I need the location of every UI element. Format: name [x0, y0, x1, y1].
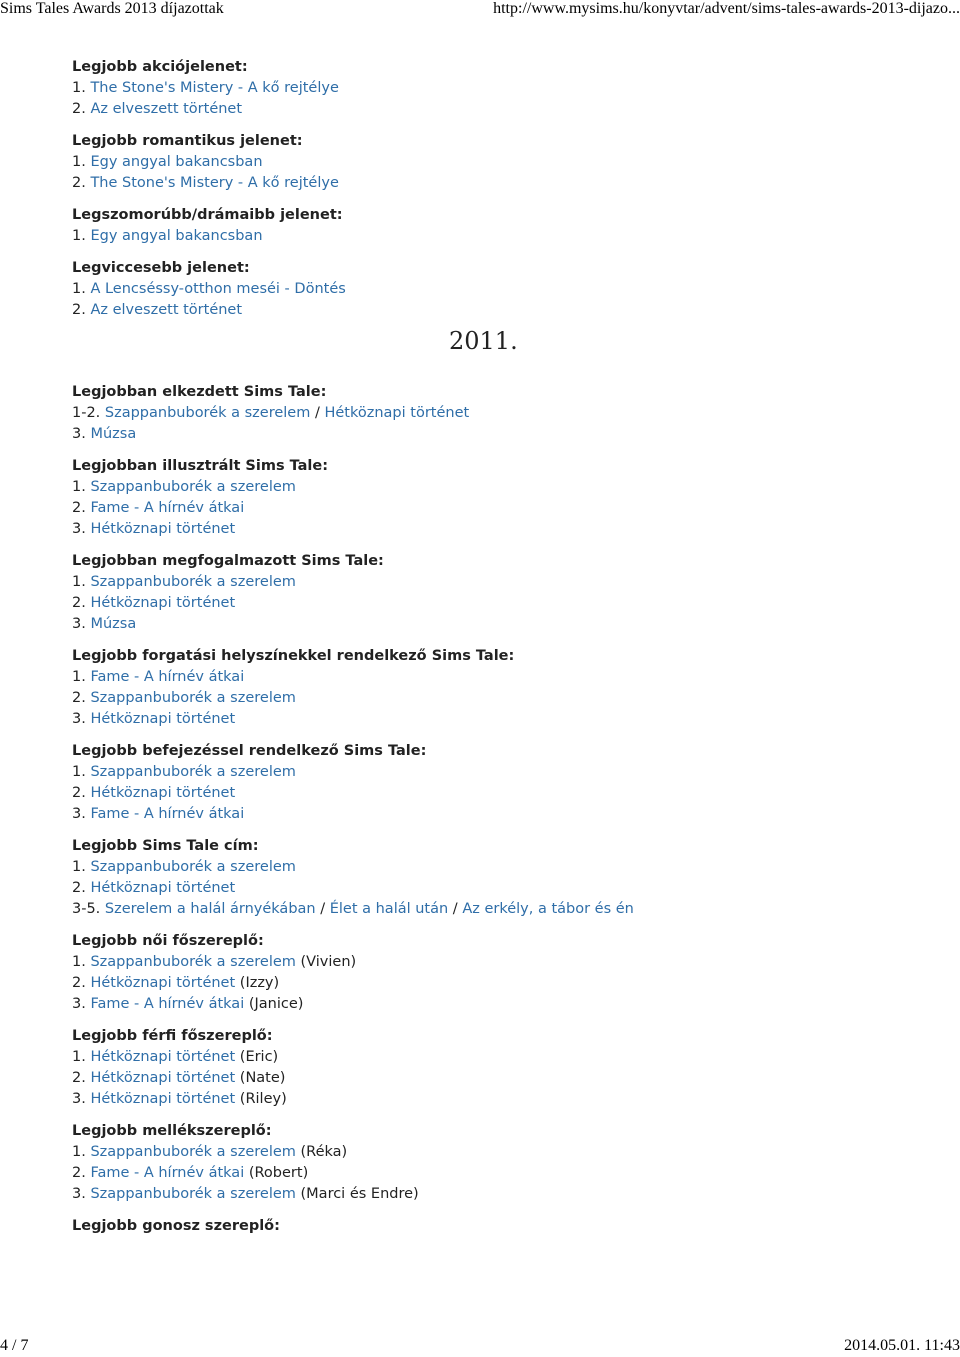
award-row [72, 783, 942, 804]
rank-label: 1. [72, 281, 91, 297]
award-heading: Legjobb gonosz szereplő: [72, 1218, 280, 1234]
rank-label: 1. [72, 954, 91, 970]
rank-label: 1. [72, 764, 91, 780]
award-row [72, 99, 942, 120]
award-section [72, 645, 942, 730]
award-heading: Legjobban illusztrált Sims Tale: [72, 458, 329, 474]
rank-label: 1. [72, 669, 91, 685]
rank-label: 2. [72, 302, 91, 318]
story-link[interactable]: Fame - A hírnév átkai [90, 1165, 245, 1181]
rank-label: 1. [72, 80, 91, 96]
story-link[interactable]: Fame - A hírnév átkai [90, 806, 245, 822]
award-row [72, 688, 942, 709]
story-link[interactable]: Hétköznapi történet [90, 975, 236, 991]
year-gap [72, 321, 942, 381]
award-section [72, 1025, 942, 1110]
award-row [72, 279, 942, 300]
rank-label: 2. [72, 1070, 91, 1086]
story-link[interactable]: Hétköznapi történet [90, 880, 236, 896]
rank-label: 2. [72, 785, 91, 801]
story-link[interactable]: Szappanbuborék a szerelem [104, 405, 311, 421]
award-section [72, 130, 942, 194]
story-link[interactable]: Az erkély, a tábor és én [462, 901, 634, 917]
rank-label: 3-5. [72, 901, 105, 917]
story-link[interactable]: Hétköznapi történet [90, 595, 236, 611]
award-section [72, 455, 942, 540]
award-row [72, 614, 942, 635]
award-heading: Legjobb mellékszereplő: [72, 1123, 272, 1139]
story-link[interactable]: A Lencséssy-otthon meséi - Döntés [90, 281, 346, 297]
character-name: (Riley) [235, 1091, 287, 1107]
story-link[interactable]: Hétköznapi történet [90, 1049, 236, 1065]
page-title: Sims Tales Awards 2013 díjazottak [0, 0, 224, 17]
character-name: (Réka) [295, 1144, 348, 1160]
award-row [72, 173, 942, 194]
award-row [72, 152, 942, 173]
story-link[interactable]: Szappanbuborék a szerelem [90, 954, 296, 970]
award-heading: Legjobb Sims Tale cím: [72, 838, 259, 854]
rank-label: 3. [72, 996, 91, 1012]
rank-label: 2. [72, 880, 91, 896]
story-link[interactable]: Szappanbuborék a szerelem [90, 690, 296, 706]
story-link[interactable]: Hétköznapi történet [90, 711, 236, 727]
award-row [72, 899, 942, 920]
story-link[interactable]: Az elveszett történet [90, 302, 243, 318]
character-name: (Izzy) [235, 975, 280, 991]
story-link[interactable]: Múzsa [90, 426, 137, 442]
rank-label: 1. [72, 228, 91, 244]
year-marker: 2011. [449, 327, 518, 355]
story-link[interactable]: Hétköznapi történet [90, 785, 236, 801]
rank-label: 3. [72, 426, 91, 442]
award-row [72, 1142, 942, 1163]
rank-label: 2. [72, 1165, 91, 1181]
award-row [72, 952, 942, 973]
story-link[interactable]: Szappanbuborék a szerelem [90, 764, 296, 780]
award-heading: Legjobb női főszereplő: [72, 933, 264, 949]
story-link[interactable]: Hétköznapi történet [324, 405, 470, 421]
story-link[interactable]: Egy angyal bakancsban [90, 154, 263, 170]
award-section [72, 835, 942, 920]
story-link[interactable]: Élet a halál után [329, 901, 449, 917]
rank-label: 1. [72, 859, 91, 875]
award-row [72, 424, 942, 445]
story-link[interactable]: Fame - A hírnév átkai [90, 996, 245, 1012]
award-section [72, 257, 942, 321]
rank-label: 2. [72, 595, 91, 611]
print-datetime: 2014.05.01. 11:43 [844, 1337, 960, 1354]
award-heading: Legjobb forgatási helyszínekkel rendelkező Sims Tale: [72, 648, 515, 664]
separator: / [315, 901, 330, 917]
character-name: (Janice) [244, 996, 304, 1012]
award-heading: Legjobban megfogalmazott Sims Tale: [72, 553, 384, 569]
character-name: (Marci és Endre) [295, 1186, 419, 1202]
award-row [72, 1184, 942, 1205]
story-link[interactable]: Szerelem a halál árnyékában [104, 901, 316, 917]
rank-label: 1. [72, 1049, 91, 1065]
award-section [72, 1215, 942, 1237]
story-link[interactable]: Fame - A hírnév átkai [90, 669, 245, 685]
award-heading: Legjobb romantikus jelenet: [72, 133, 303, 149]
rank-label: 3. [72, 1091, 91, 1107]
character-name: (Nate) [235, 1070, 286, 1086]
award-row [72, 878, 942, 899]
story-link[interactable]: Szappanbuborék a szerelem [90, 1144, 296, 1160]
rank-label: 1. [72, 1144, 91, 1160]
award-row [72, 498, 942, 519]
story-link[interactable]: Hétköznapi történet [90, 1070, 236, 1086]
rank-label: 3. [72, 711, 91, 727]
award-row [72, 1163, 942, 1184]
character-name: (Vivien) [295, 954, 357, 970]
award-section [72, 930, 942, 1015]
print-header [0, 0, 960, 20]
award-heading: Legszomorúbb/drámaibb jelenet: [72, 207, 343, 223]
award-row [72, 572, 942, 593]
award-row [72, 226, 942, 247]
story-link[interactable]: Egy angyal bakancsban [90, 228, 263, 244]
award-row [72, 477, 942, 498]
award-row [72, 403, 942, 424]
award-row [72, 593, 942, 614]
story-link[interactable]: The Stone's Mistery - A kő rejtélye [90, 175, 339, 191]
award-heading: Legjobb férfi főszereplő: [72, 1028, 273, 1044]
story-link[interactable]: Szappanbuborék a szerelem [90, 574, 296, 590]
award-heading: Legjobban elkezdett Sims Tale: [72, 384, 327, 400]
award-section [72, 1120, 942, 1205]
separator: / [310, 405, 325, 421]
rank-label: 1. [72, 574, 91, 590]
award-row [72, 519, 942, 540]
award-row [72, 857, 942, 878]
award-section [72, 381, 942, 445]
rank-label: 2. [72, 101, 91, 117]
story-link[interactable]: Hétköznapi történet [90, 521, 236, 537]
story-link[interactable]: Szappanbuborék a szerelem [90, 479, 296, 495]
rank-label: 3. [72, 806, 91, 822]
rank-label: 3. [72, 616, 91, 632]
rank-label: 1. [72, 154, 91, 170]
award-row [72, 804, 942, 825]
rank-label: 1-2. [72, 405, 105, 421]
character-name: (Eric) [235, 1049, 279, 1065]
award-row [72, 994, 942, 1015]
award-row [72, 1068, 942, 1089]
award-section [72, 56, 942, 120]
award-row [72, 1047, 942, 1068]
award-row [72, 667, 942, 688]
award-section [72, 550, 942, 635]
page-url: http://www.mysims.hu/konyvtar/advent/sims-tales-awards-2013-dijazo... [493, 0, 960, 17]
award-row [72, 709, 942, 730]
award-section [72, 204, 942, 247]
rank-label: 2. [72, 500, 91, 516]
award-section [72, 740, 942, 825]
awards-list [72, 56, 942, 1237]
story-link[interactable]: The Stone's Mistery - A kő rejtélye [90, 80, 339, 96]
rank-label: 1. [72, 479, 91, 495]
rank-label: 3. [72, 1186, 91, 1202]
award-row [72, 300, 942, 321]
story-link[interactable]: Az elveszett történet [90, 101, 243, 117]
rank-label: 2. [72, 690, 91, 706]
story-link[interactable]: Hétköznapi történet [90, 1091, 236, 1107]
print-footer [0, 1337, 960, 1357]
rank-label: 2. [72, 175, 91, 191]
rank-label: 2. [72, 975, 91, 991]
award-row [72, 1089, 942, 1110]
award-row [72, 973, 942, 994]
award-heading: Legviccesebb jelenet: [72, 260, 250, 276]
rank-label: 3. [72, 521, 91, 537]
story-link[interactable]: Fame - A hírnév átkai [90, 500, 245, 516]
story-link[interactable]: Szappanbuborék a szerelem [90, 1186, 296, 1202]
award-heading: Legjobb befejezéssel rendelkező Sims Tale: [72, 743, 427, 759]
award-row [72, 762, 942, 783]
story-link[interactable]: Szappanbuborék a szerelem [90, 859, 296, 875]
award-row [72, 78, 942, 99]
story-link[interactable]: Múzsa [90, 616, 137, 632]
award-heading: Legjobb akciójelenet: [72, 59, 248, 75]
separator: / [448, 901, 463, 917]
character-name: (Robert) [244, 1165, 309, 1181]
page-number: 4 / 7 [0, 1337, 29, 1354]
